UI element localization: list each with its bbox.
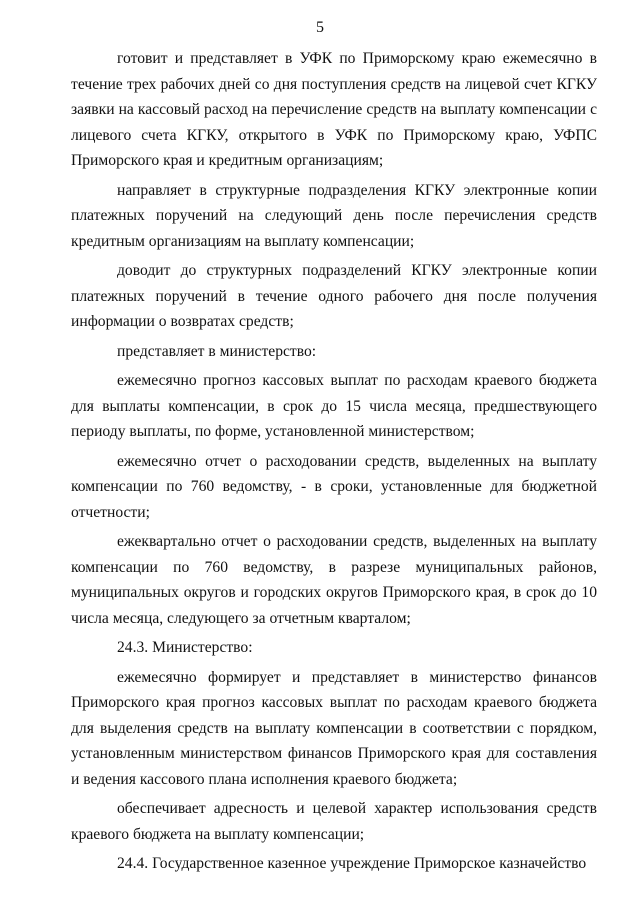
paragraph-monthly-report: ежемесячно отчет о расходовании средств, выделенных на выплату компенсации по 760 ведомству, - в сроки, установленные для бюджетной отчетности; — [71, 452, 597, 521]
paragraph-monthly-forecast: ежемесячно прогноз кассовых выплат по расходам краевого бюджета для выплаты компенсации, в срок до 15 числа месяца, предшествующего периоду выплаты, по форме, установленной министерством; — [71, 372, 597, 440]
paragraph-section-24-4: 24.4. Государственное казенное учреждение Приморское казначейство — [117, 855, 587, 872]
paragraph-section-24-3: 24.3. Министерство: — [117, 639, 253, 656]
paragraph-quarterly-report: ежеквартально отчет о расходовании средств, выделенных на выплату компенсации по 760 ведомству, в разрезе муниципальных районов, муниципальных округов и городских округов Приморского края, в срок до 10 числа месяца, следующего за отчетным кварталом; — [71, 533, 597, 627]
document-body — [71, 46, 597, 881]
paragraph-send-copies: направляет в структурные подразделения КГКУ электронные копии платежных поручений на следующий день после перечисления средств кредитным организациям на выплату компенсации; — [71, 181, 597, 250]
paragraph-deliver-copies: доводит до структурных подразделений КГКУ электронные копии платежных поручений в течение одного рабочего дня после получения информации о возвратах средств; — [71, 262, 597, 330]
paragraph-ministry-forecast: ежемесячно формирует и представляет в министерство финансов Приморского края прогноз кассовых выплат по расходам краевого бюджета для выделения средств на выплату компенсации в соответствии с порядком, установленным министерством финансов Приморского края для составления и ведения кассового плана исполнения краевого бюджета; — [71, 668, 597, 788]
page-number: 5 — [316, 19, 324, 36]
paragraph-submits-to-ministry: представляет в министерство: — [117, 342, 317, 360]
paragraph-prepare-requests: готовит и представляет в УФК по Приморскому краю ежемесячно в течение трех рабочих дней со дня поступления средств на лицевой счет КГКУ заявки на кассовый расход на перечисление средств на выплату компенсации с лицевого счета КГКУ, открытого в УФК по Приморскому краю, УФПС Приморского края и кредитным организациям; — [71, 50, 597, 169]
paragraph-ministry-ensures: обеспечивает адресность и целевой характер использования средств краевого бюджета на выплату компенсации; — [71, 800, 597, 843]
